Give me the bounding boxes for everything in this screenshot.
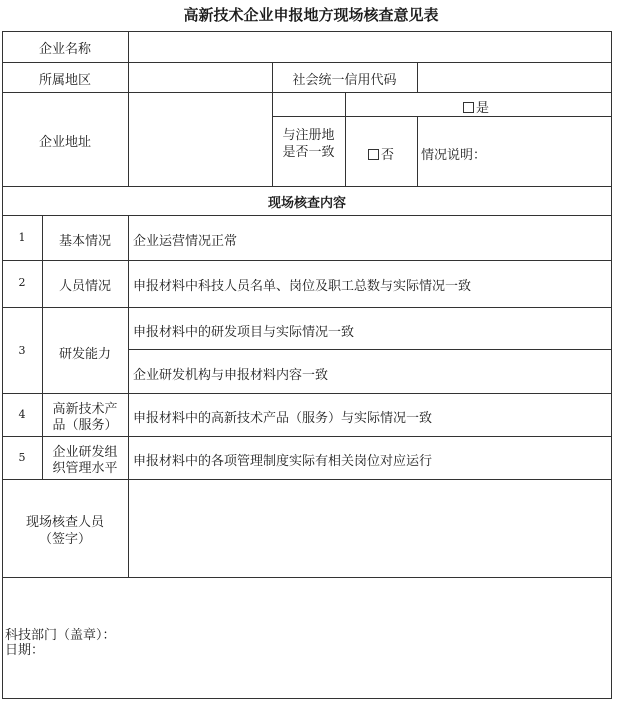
item-content: 申报材料中科技人员名单、岗位及职工总数与实际情况一致 (133, 279, 472, 294)
item-content: 企业运营情况正常 (133, 234, 238, 249)
item-category: 人员情况 (58, 279, 111, 294)
yes-option-label: 是 (476, 101, 490, 116)
yes-option[interactable] (463, 97, 489, 116)
company-name-label: 企业名称 (38, 42, 91, 57)
rule-line (345, 92, 346, 187)
rule-line (611, 31, 612, 699)
no-option-label: 否 (381, 148, 395, 163)
item-number: 3 (18, 344, 26, 357)
rule-line (2, 577, 612, 578)
rule-line (417, 62, 418, 93)
explanation-label: 情况说明： (421, 148, 487, 163)
rule-line (2, 260, 612, 261)
inspector-sign-note: （签字） (38, 532, 91, 547)
rule-line (2, 393, 612, 394)
item-category-line: 企业研发组 (52, 445, 118, 460)
item-number: 5 (18, 451, 26, 464)
rule-line (2, 698, 612, 699)
item-content: 申报材料中的各项管理制度实际有相关岗位对应运行 (133, 454, 433, 469)
item-category-line: 高新技术产 (52, 402, 118, 417)
address-label: 企业地址 (38, 135, 91, 150)
rule-line (2, 307, 612, 308)
checkbox-icon[interactable] (368, 149, 379, 160)
region-label: 所属地区 (38, 73, 91, 88)
form-title: 高新技术企业申报地方现场核查意见表 (183, 6, 439, 24)
rule-line (417, 116, 418, 187)
item-number: 4 (18, 408, 26, 421)
rule-line (2, 31, 612, 32)
rule-line (2, 436, 612, 437)
item-content: 申报材料中的高新技术产品（服务）与实际情况一致 (133, 411, 433, 426)
consistency-label-1: 与注册地 (282, 128, 335, 143)
rule-line (2, 92, 612, 93)
rule-line (128, 349, 612, 350)
item-category: 研发能力 (58, 347, 111, 362)
item-category-line: 品（服务） (52, 418, 118, 433)
consistency-label-2: 是否一致 (282, 145, 335, 160)
item-category-line: 织管理水平 (52, 461, 118, 476)
item-content: 企业研发机构与申报材料内容一致 (133, 368, 329, 383)
rule-line (2, 186, 612, 187)
rule-line (128, 31, 129, 187)
no-option[interactable] (368, 144, 394, 163)
rule-line (2, 479, 612, 480)
section-title: 现场核查内容 (267, 196, 346, 211)
date-label: 日期： (5, 643, 45, 658)
inspector-label: 现场核查人员 (25, 515, 104, 530)
rule-line (128, 215, 129, 578)
item-number: 2 (18, 276, 26, 289)
item-number: 1 (18, 231, 26, 244)
dept-seal-label: 科技部门（盖章）： (5, 628, 116, 643)
rule-line (272, 116, 612, 117)
item-category: 基本情况 (58, 234, 111, 249)
rule-line (2, 215, 612, 216)
item-content: 申报材料中的研发项目与实际情况一致 (133, 325, 355, 340)
checkbox-icon[interactable] (463, 102, 474, 113)
credit-code-label: 社会统一信用代码 (292, 73, 397, 88)
rule-line (2, 62, 612, 63)
